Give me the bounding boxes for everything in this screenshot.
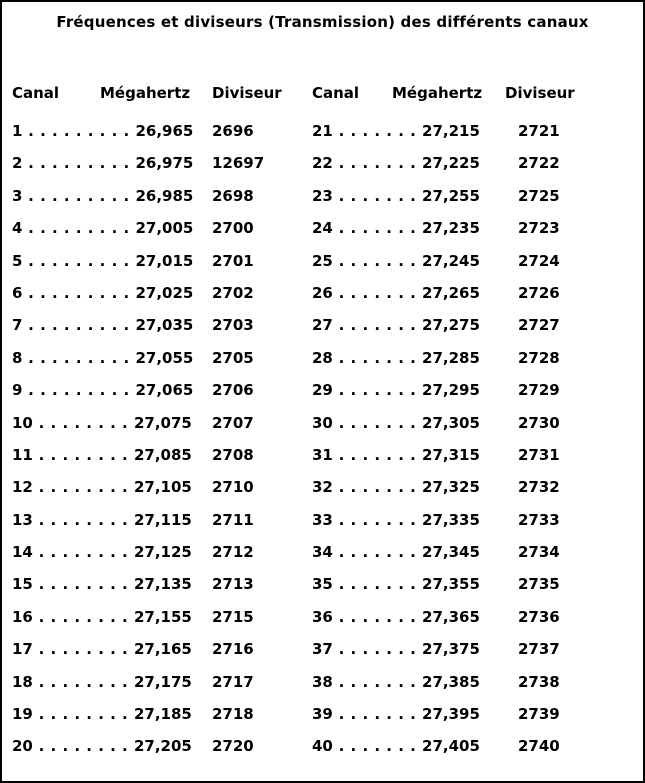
dot-leader: . . . . . . . (332, 575, 423, 594)
dot-leader: . . . . . . . . . (22, 316, 136, 335)
channel-number: 14 (12, 543, 33, 562)
dot-leader: . . . . . . . (332, 413, 423, 432)
frequency-value: 27,305 (422, 413, 480, 432)
channel-frequency-cell (12, 115, 212, 147)
dot-leader: . . . . . . . (332, 478, 423, 497)
divider-value: 2706 (212, 381, 254, 400)
channel-frequency-cell (12, 536, 212, 568)
divider-value: 2726 (518, 283, 560, 302)
divider-value: 2732 (518, 478, 560, 497)
dot-leader: . . . . . . . (332, 219, 423, 238)
channel-number: 34 (312, 543, 333, 562)
divider-value: 2733 (518, 510, 560, 529)
frequency-value: 27,265 (422, 283, 480, 302)
divider-value: 2708 (212, 445, 254, 464)
table-row (312, 601, 637, 633)
divider-value: 2720 (212, 737, 254, 756)
column-header-canal: Canal (12, 84, 60, 102)
frequency-value: 26,985 (135, 186, 194, 205)
page-title: Fréquences et diviseurs (Transmission) des différents canaux (56, 13, 589, 31)
channel-frequency-cell (12, 407, 212, 439)
channel-frequency-cell (312, 730, 518, 762)
divider-value: 2723 (518, 219, 560, 238)
divider-value: 2734 (518, 543, 560, 562)
channel-number: 9 (12, 381, 23, 400)
frequency-value: 27,405 (422, 737, 480, 756)
dot-leader: . . . . . . . . . (22, 122, 136, 140)
channel-frequency-cell (312, 115, 518, 147)
dot-leader: . . . . . . . . (32, 413, 134, 432)
dot-leader: . . . . . . . . . (22, 251, 136, 270)
dot-leader: . . . . . . . . . (22, 154, 136, 173)
dot-leader: . . . . . . . (332, 640, 423, 659)
dot-leader: . . . . . . . . (32, 445, 134, 464)
channel-frequency-cell (12, 245, 212, 277)
channel-frequency-cell (312, 471, 518, 503)
channel-frequency-cell (312, 309, 518, 341)
table-row (12, 309, 312, 341)
divider-value: 2735 (518, 575, 560, 594)
dot-leader: . . . . . . . . (32, 478, 134, 497)
channel-frequency-cell (12, 698, 212, 730)
channel-number: 26 (312, 283, 333, 302)
frequency-value: 27,075 (133, 413, 192, 432)
channel-number: 25 (312, 251, 333, 270)
channel-number: 2 (12, 154, 23, 173)
divider-value: 2728 (518, 348, 560, 367)
dot-leader: . . . . . . . . . (22, 219, 136, 238)
dot-leader: . . . . . . . (332, 445, 423, 464)
dot-leader: . . . . . . . (332, 705, 423, 724)
divider-value: 2696 (212, 122, 254, 140)
dot-leader: . . . . . . . (332, 348, 423, 367)
frequency-value: 27,385 (422, 672, 480, 691)
frequency-value: 27,245 (422, 251, 480, 270)
channel-number: 4 (12, 219, 23, 238)
channel-frequency-cell (312, 374, 518, 406)
frequency-value: 27,105 (133, 478, 192, 497)
frequency-value: 27,255 (422, 186, 480, 205)
table-row (12, 439, 312, 471)
frequency-value: 27,085 (133, 445, 192, 464)
channel-number: 27 (312, 316, 333, 335)
frequency-value: 27,295 (422, 381, 480, 400)
frequency-value: 27,025 (135, 283, 194, 302)
divider-value: 2727 (518, 316, 560, 335)
divider-value: 2716 (212, 640, 254, 659)
channel-number: 38 (312, 672, 333, 691)
channel-frequency-cell (12, 342, 212, 374)
channel-frequency-cell (312, 504, 518, 536)
table-row (12, 471, 312, 503)
column-header-megahertz: Mégahertz (392, 84, 483, 102)
channel-number: 7 (12, 316, 23, 335)
channel-number: 32 (312, 478, 333, 497)
table-row (12, 666, 312, 698)
channel-frequency-cell (312, 601, 518, 633)
column-header-diviseur: Diviseur (505, 84, 575, 102)
divider-value: 2724 (518, 251, 560, 270)
table-row (12, 115, 312, 147)
divider-value: 2701 (212, 251, 254, 270)
channel-number: 31 (312, 445, 333, 464)
frequency-value: 27,395 (422, 705, 480, 724)
dot-leader: . . . . . . . (332, 316, 423, 335)
channel-number: 16 (12, 607, 33, 626)
table-row (312, 180, 637, 212)
channel-frequency-cell (312, 245, 518, 277)
column-header-megahertz: Mégahertz (100, 84, 191, 102)
channel-number: 29 (312, 381, 333, 400)
divider-value: 2737 (518, 640, 560, 659)
channel-number: 11 (12, 445, 33, 464)
dot-leader: . . . . . . . (332, 607, 423, 626)
frequency-value: 27,315 (422, 445, 480, 464)
channel-frequency-cell (312, 342, 518, 374)
channel-frequency-cell (12, 633, 212, 665)
frequency-value: 27,055 (135, 348, 194, 367)
table-row (12, 698, 312, 730)
divider-value: 2713 (212, 575, 254, 594)
channel-number: 5 (12, 251, 23, 270)
dot-leader: . . . . . . . (332, 154, 423, 173)
frequency-value: 27,015 (135, 251, 194, 270)
channel-number: 36 (312, 607, 333, 626)
dot-leader: . . . . . . . . . (22, 381, 136, 400)
channel-number: 23 (312, 186, 333, 205)
channel-number: 6 (12, 283, 23, 302)
channel-number: 10 (12, 413, 33, 432)
channel-number: 37 (312, 640, 333, 659)
frequency-value: 27,335 (422, 510, 480, 529)
channel-number: 30 (312, 413, 333, 432)
divider-value: 2740 (518, 737, 560, 756)
table-row (312, 633, 637, 665)
frequency-value: 27,285 (422, 348, 480, 367)
divider-value: 2738 (518, 672, 560, 691)
channel-frequency-cell (12, 666, 212, 698)
table-row (12, 245, 312, 277)
channel-number: 35 (312, 575, 333, 594)
table-row (12, 277, 312, 309)
channel-frequency-cell (12, 277, 212, 309)
divider-value: 2712 (212, 543, 254, 562)
dot-leader: . . . . . . . . (32, 607, 134, 626)
divider-value: 2731 (518, 445, 560, 464)
channel-frequency-cell (312, 407, 518, 439)
frequency-value: 27,215 (422, 122, 480, 140)
frequency-value: 27,115 (133, 510, 192, 529)
channel-frequency-cell (12, 180, 212, 212)
divider-value: 2730 (518, 413, 560, 432)
channel-frequency-cell (312, 277, 518, 309)
channel-number: 13 (12, 510, 33, 529)
table-row (312, 504, 637, 536)
table-row (312, 374, 637, 406)
divider-value: 12697 (212, 154, 265, 173)
channel-number: 15 (12, 575, 33, 594)
table-row (312, 245, 637, 277)
dot-leader: . . . . . . . (332, 122, 423, 140)
frequency-value: 27,225 (422, 154, 480, 173)
channel-frequency-cell (312, 568, 518, 600)
divider-value: 2725 (518, 186, 560, 205)
divider-value: 2698 (212, 186, 254, 205)
channel-number: 21 (312, 122, 333, 140)
table-rows-left (12, 115, 312, 763)
table-row (12, 633, 312, 665)
table-row (312, 115, 637, 147)
divider-value: 2707 (212, 413, 254, 432)
dot-leader: . . . . . . . . (32, 640, 134, 659)
frequency-value: 27,135 (133, 575, 192, 594)
channel-number: 39 (312, 705, 333, 724)
channel-frequency-table (12, 84, 637, 763)
table-row (312, 212, 637, 244)
frequency-value: 27,325 (422, 478, 480, 497)
dot-leader: . . . . . . . . (32, 737, 134, 756)
frequency-value: 27,035 (135, 316, 194, 335)
frequency-value: 27,345 (422, 543, 480, 562)
table-rows-right (312, 115, 637, 763)
channel-number: 19 (12, 705, 33, 724)
divider-value: 2736 (518, 607, 560, 626)
table-row (312, 309, 637, 341)
frequency-value: 26,965 (135, 122, 194, 140)
channel-number: 28 (312, 348, 333, 367)
table-row (312, 147, 637, 179)
frequency-value: 27,175 (133, 672, 192, 691)
table-row (12, 342, 312, 374)
channel-frequency-cell (12, 471, 212, 503)
dot-leader: . . . . . . . . (32, 672, 134, 691)
dot-leader: . . . . . . . (332, 543, 423, 562)
table-row (312, 439, 637, 471)
table-row (12, 568, 312, 600)
table-row (312, 342, 637, 374)
channel-number: 33 (312, 510, 333, 529)
channel-frequency-cell (312, 439, 518, 471)
dot-leader: . . . . . . . (332, 510, 423, 529)
dot-leader: . . . . . . . (332, 283, 423, 302)
dot-leader: . . . . . . . . . (22, 348, 136, 367)
column-header-diviseur: Diviseur (212, 84, 282, 102)
dot-leader: . . . . . . . . . (22, 186, 136, 205)
channel-number: 3 (12, 186, 23, 205)
divider-value: 2729 (518, 381, 560, 400)
frequency-value: 27,365 (422, 607, 480, 626)
table-row (12, 212, 312, 244)
divider-value: 2715 (212, 607, 254, 626)
dot-leader: . . . . . . . . (32, 543, 134, 562)
table-header-left (12, 84, 312, 115)
divider-value: 2710 (212, 478, 254, 497)
dot-leader: . . . . . . . (332, 186, 423, 205)
dot-leader: . . . . . . . (332, 672, 423, 691)
dot-leader: . . . . . . . . (32, 510, 134, 529)
channel-number: 8 (12, 348, 23, 367)
table-row (312, 407, 637, 439)
channel-frequency-cell (12, 147, 212, 179)
frequency-value: 26,975 (135, 154, 194, 173)
channel-frequency-cell (312, 147, 518, 179)
frequency-value: 27,205 (133, 737, 192, 756)
table-row (12, 504, 312, 536)
dot-leader: . . . . . . . . . (22, 283, 136, 302)
divider-value: 2702 (212, 283, 254, 302)
frequency-value: 27,005 (135, 219, 194, 238)
dot-leader: . . . . . . . (332, 381, 423, 400)
frequency-value: 27,275 (422, 316, 480, 335)
table-row (12, 374, 312, 406)
table-row (312, 471, 637, 503)
table-row (312, 666, 637, 698)
channel-frequency-cell (312, 536, 518, 568)
divider-value: 2739 (518, 705, 560, 724)
divider-value: 2711 (212, 510, 254, 529)
channel-number: 20 (12, 737, 33, 756)
table-row (312, 277, 637, 309)
frequency-value: 27,165 (133, 640, 192, 659)
divider-value: 2721 (518, 122, 560, 140)
dot-leader: . . . . . . . . (32, 575, 134, 594)
table-row (312, 568, 637, 600)
frequency-value: 27,185 (133, 705, 192, 724)
dot-leader: . . . . . . . . (32, 705, 134, 724)
divider-value: 2718 (212, 705, 254, 724)
divider-value: 2722 (518, 154, 560, 173)
channel-frequency-cell (312, 633, 518, 665)
table-row (12, 147, 312, 179)
frequency-value: 27,355 (422, 575, 480, 594)
channel-frequency-cell (312, 212, 518, 244)
channel-frequency-cell (12, 730, 212, 762)
frequency-value: 27,375 (422, 640, 480, 659)
divider-value: 2717 (212, 672, 254, 691)
frequency-value: 27,235 (422, 219, 480, 238)
divider-value: 2703 (212, 316, 254, 335)
table-row (312, 536, 637, 568)
frequency-value: 27,155 (133, 607, 192, 626)
channel-frequency-cell (12, 568, 212, 600)
channel-frequency-cell (12, 309, 212, 341)
table-row (312, 730, 637, 762)
channel-frequency-cell (12, 504, 212, 536)
table-group-right (312, 84, 637, 763)
divider-value: 2700 (212, 219, 254, 238)
table-row (312, 698, 637, 730)
channel-frequency-cell (12, 439, 212, 471)
table-row (12, 180, 312, 212)
dot-leader: . . . . . . . (332, 251, 423, 270)
channel-number: 40 (312, 737, 333, 756)
channel-frequency-cell (312, 666, 518, 698)
channel-number: 12 (12, 478, 33, 497)
column-header-canal: Canal (312, 84, 360, 102)
channel-number: 17 (12, 640, 33, 659)
channel-number: 18 (12, 672, 33, 691)
table-header-right (312, 84, 637, 115)
divider-value: 2705 (212, 348, 254, 367)
frequency-value: 27,125 (133, 543, 192, 562)
table-row (12, 730, 312, 762)
frequency-value: 27,065 (135, 381, 194, 400)
table-row (12, 407, 312, 439)
dot-leader: . . . . . . . (332, 737, 423, 756)
channel-frequency-cell (12, 212, 212, 244)
channel-frequency-cell (12, 601, 212, 633)
table-group-left (12, 84, 312, 763)
channel-frequency-cell (12, 374, 212, 406)
channel-number: 22 (312, 154, 333, 173)
channel-frequency-cell (312, 698, 518, 730)
channel-number: 24 (312, 219, 333, 238)
channel-number: 1 (12, 122, 23, 140)
table-row (12, 601, 312, 633)
channel-frequency-cell (312, 180, 518, 212)
table-row (12, 536, 312, 568)
